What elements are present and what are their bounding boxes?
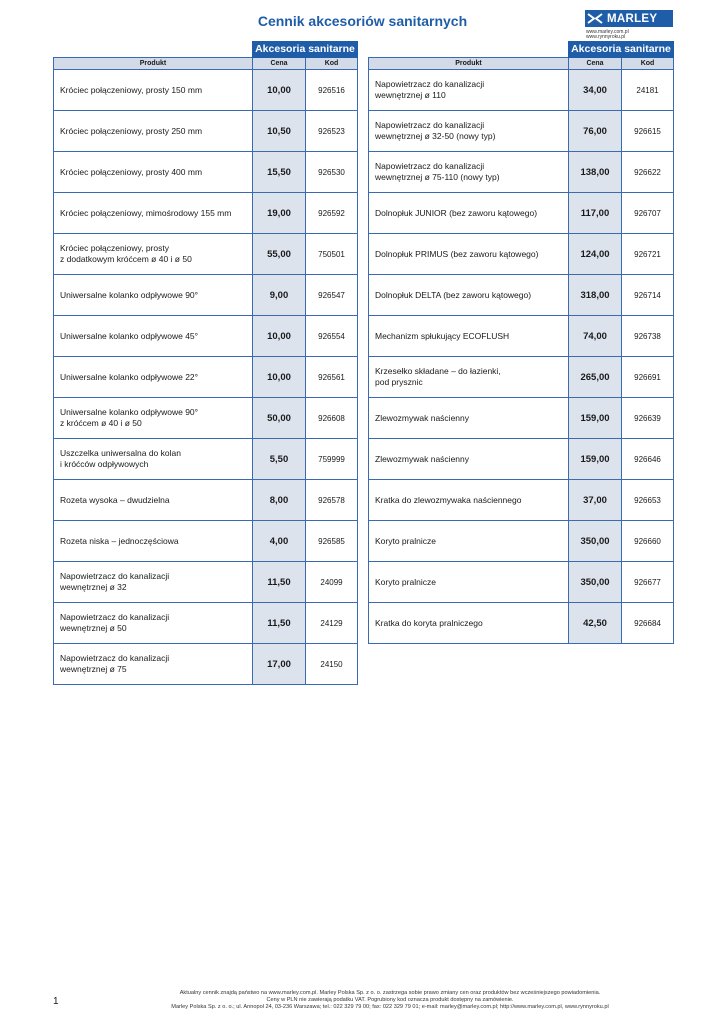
product-name-line: Napowietrzacz do kanalizacji [375,79,485,89]
product-price: 10,00 [253,357,306,398]
table-row [54,398,358,439]
product-name [369,316,569,357]
logo-url-2: www.rynnyroku.pl [586,34,626,40]
product-name-line: wewnętrznej ø 32 [60,582,127,592]
product-name [54,521,253,562]
product-name-line: Króciec połączeniowy, mimośrodowy 155 mm [60,207,232,218]
column-header-code: Kod [622,58,674,70]
marley-logo [585,10,675,40]
product-name-line: Króciec połączeniowy, prosty 400 mm [60,166,203,177]
product-name [54,316,253,357]
table-row [54,152,358,193]
product-name-line: i króćców odpływowych [60,459,149,469]
product-name [369,275,569,316]
product-code: 926578 [306,480,358,521]
price-table-right [368,41,674,644]
product-name [369,152,569,193]
table-row [54,603,358,644]
product-name [369,603,569,644]
product-name-line: Napowietrzacz do kanalizacji [60,653,170,663]
product-name-line: wewnętrznej ø 50 [60,623,127,633]
product-name-line: Uniwersalne kolanko odpływowe 22° [60,371,199,382]
product-name-line: Napowietrzacz do kanalizacji [60,612,170,622]
product-name [54,111,253,152]
product-code: 926639 [622,398,674,439]
table-row [369,275,674,316]
table-row [369,398,674,439]
table-row [369,193,674,234]
page-footer [90,990,690,1011]
table-row [54,316,358,357]
product-code: 926677 [622,562,674,603]
product-price: 10,50 [253,111,306,152]
table-row [54,562,358,603]
product-price: 74,00 [569,316,622,357]
product-code: 926660 [622,521,674,562]
table-heading-right: Akcesoria sanitarne [569,42,674,58]
table-row [369,70,674,111]
page-title: Cennik akcesoriów sanitarnych [257,13,468,29]
product-code: 926608 [306,398,358,439]
product-price: 117,00 [569,193,622,234]
product-name-line: Zlewozmywak naścienny [375,412,470,423]
product-name [369,521,569,562]
product-code: 24181 [622,70,674,111]
product-price: 19,00 [253,193,306,234]
product-code: 926530 [306,152,358,193]
product-price: 318,00 [569,275,622,316]
product-name-line: wewnętrznej ø 75-110 (nowy typ) [375,172,500,182]
product-code: 926721 [622,234,674,275]
product-name-line: pod prysznic [375,377,423,387]
product-name-line: Krzesełko składane – do łazienki, [375,366,501,376]
product-name-line: Króciec połączeniowy, prosty [60,243,169,253]
product-code: 24099 [306,562,358,603]
product-name-line: Uniwersalne kolanko odpływowe 90° [60,407,199,417]
product-price: 11,50 [253,603,306,644]
product-name-line: Dolnopłuk JUNIOR (bez zaworu kątowego) [375,207,538,218]
product-code: 926554 [306,316,358,357]
table-row [54,193,358,234]
product-name [369,357,569,398]
table-row [54,275,358,316]
product-price: 17,00 [253,644,306,685]
product-name-line: Napowietrzacz do kanalizacji [60,571,170,581]
price-table-left [53,41,358,685]
product-name [54,234,253,275]
product-price: 42,50 [569,603,622,644]
product-code: 926738 [622,316,674,357]
product-name-line: Uszczelka uniwersalna do kolan [60,448,181,458]
header-spacer [369,42,569,58]
product-code: 926646 [622,439,674,480]
table-row [369,357,674,398]
logo-brand: MARLEY [607,12,658,25]
product-code: 926592 [306,193,358,234]
table-row [54,439,358,480]
product-code: 926523 [306,111,358,152]
table-row [369,234,674,275]
product-name [369,111,569,152]
product-name [369,234,569,275]
product-name [54,439,253,480]
product-price: 265,00 [569,357,622,398]
table-row [369,439,674,480]
product-name [54,70,253,111]
product-name-line: Rozeta niska – jednoczęściowa [60,535,179,546]
table-row [54,521,358,562]
page-number: 1 [53,996,59,1007]
product-name [54,357,253,398]
table-heading-left: Akcesoria sanitarne [253,42,358,58]
product-code: 926707 [622,193,674,234]
product-price: 159,00 [569,439,622,480]
product-price: 76,00 [569,111,622,152]
table-row [369,603,674,644]
product-price: 138,00 [569,152,622,193]
column-header-product: Produkt [54,58,253,70]
column-header-product: Produkt [369,58,569,70]
product-name-line: z dodatkowym króćcem ø 40 i ø 50 [60,254,192,264]
table-row [54,357,358,398]
product-name [54,398,253,439]
product-price: 50,00 [253,398,306,439]
logo-badge [585,10,673,27]
product-price: 8,00 [253,480,306,521]
product-price: 10,00 [253,316,306,357]
product-price: 159,00 [569,398,622,439]
product-name-line: wewnętrznej ø 110 [375,90,446,100]
product-name [369,70,569,111]
table-row [369,316,674,357]
product-name [369,193,569,234]
product-name [54,603,253,644]
table-row [54,480,358,521]
product-price: 350,00 [569,562,622,603]
product-name-line: Zlewozmywak naścienny [375,453,470,464]
product-price: 55,00 [253,234,306,275]
product-name-line: Dolnopłuk PRIMUS (bez zaworu kątowego) [375,248,539,259]
product-code: 926622 [622,152,674,193]
table-row [54,234,358,275]
product-name [369,439,569,480]
table-row [369,521,674,562]
table-row [369,480,674,521]
product-name-line: Uniwersalne kolanko odpływowe 45° [60,330,199,341]
product-name-line: Rozeta wysoka – dwudzielna [60,494,170,505]
product-price: 5,50 [253,439,306,480]
table-row [369,562,674,603]
product-code: 926714 [622,275,674,316]
product-price: 10,00 [253,70,306,111]
product-name-line: Króciec połączeniowy, prosty 150 mm [60,84,203,95]
product-name [369,480,569,521]
table-row [54,111,358,152]
product-price: 124,00 [569,234,622,275]
product-name [54,152,253,193]
table-row [369,152,674,193]
product-name [54,644,253,685]
product-code: 926691 [622,357,674,398]
product-name [54,193,253,234]
product-name [54,275,253,316]
product-name [369,398,569,439]
product-name-line: Mechanizm spłukujący ECOFLUSH [375,330,510,341]
table-row [369,111,674,152]
product-code: 24129 [306,603,358,644]
marley-arrows-icon [585,10,605,27]
product-code: 759999 [306,439,358,480]
product-price: 37,00 [569,480,622,521]
product-name-line: wewnętrznej ø 75 [60,664,127,674]
product-code: 750501 [306,234,358,275]
column-header-code: Kod [306,58,358,70]
product-name-line: z króćcem ø 40 i ø 50 [60,418,142,428]
product-code: 24150 [306,644,358,685]
product-name-line: Koryto pralnicze [375,535,436,546]
product-price: 11,50 [253,562,306,603]
table-row [54,644,358,685]
product-code: 926585 [306,521,358,562]
footer-line-2: Ceny w PLN nie zawierają podatku VAT. Pogrubiony kod oznacza produkt dostępny na zamówienie. [266,997,514,1003]
product-code: 926615 [622,111,674,152]
product-name-line: Uniwersalne kolanko odpływowe 90° [60,289,199,300]
product-name-line: Koryto pralnicze [375,576,436,587]
product-name-line: Kratka do koryta pralniczego [375,617,483,628]
product-name-line: Kratka do zlewozmywaka naściennego [375,494,522,505]
column-header-price: Cena [253,58,306,70]
product-price: 4,00 [253,521,306,562]
product-name [369,562,569,603]
product-code: 926561 [306,357,358,398]
product-name-line: Napowietrzacz do kanalizacji [375,161,485,171]
product-code: 926516 [306,70,358,111]
product-code: 926684 [622,603,674,644]
product-name-line: wewnętrznej ø 32-50 (nowy typ) [375,131,496,141]
product-price: 350,00 [569,521,622,562]
logo-url-1: www.marley.com.pl [586,29,629,35]
product-price: 15,50 [253,152,306,193]
footer-line-3: Marley Polska Sp. z o. o.; ul. Annopol 24, 03-236 Warszawa; tel.: 022 329 79 00; fax: 022 329 79 01; e-mail: marley@marley.com.pl; http://www.marley.com.pl, www.rynnyroku.pl [171,1004,609,1010]
header-spacer [54,42,253,58]
footer-line-1: Aktualny cennik znajdą państwo na www.marley.com.pl. Marley Polska Sp. z o. o. zastrzega sobie prawo zmiany cen oraz produktów bez wcześniejszego powiadomienia. [179,990,601,996]
product-name [54,480,253,521]
table-row [54,70,358,111]
product-code: 926547 [306,275,358,316]
product-name-line: Dolnopłuk DELTA (bez zaworu kątowego) [375,289,532,300]
product-name-line: Napowietrzacz do kanalizacji [375,120,485,130]
product-name-line: Króciec połączeniowy, prosty 250 mm [60,125,203,136]
product-price: 9,00 [253,275,306,316]
product-name [54,562,253,603]
product-code: 926653 [622,480,674,521]
product-price: 34,00 [569,70,622,111]
column-header-price: Cena [569,58,622,70]
